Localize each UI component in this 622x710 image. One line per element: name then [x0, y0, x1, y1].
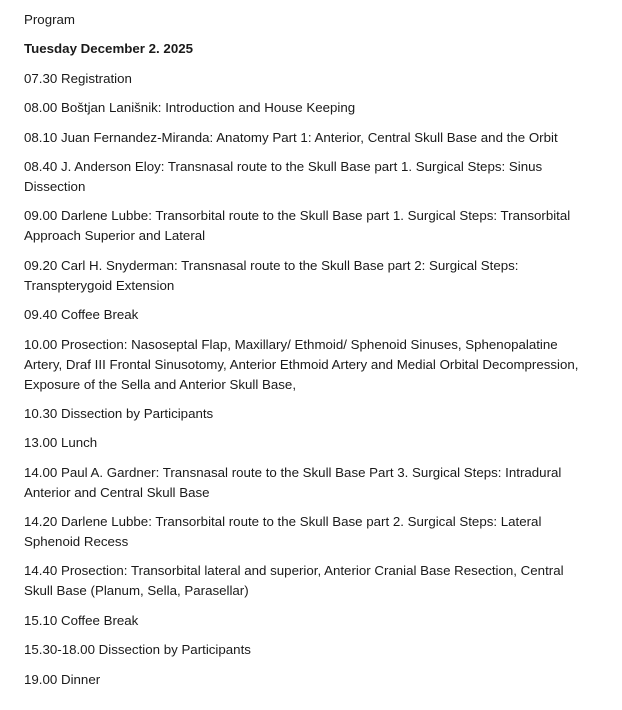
- program-document: [24, 10, 594, 699]
- program-date: Tuesday December 2. 2025: [24, 41, 194, 57]
- schedule-item: 15.10 Coffee Break: [24, 612, 139, 628]
- schedule-item: 08.40 J. Anderson Eloy: Transnasal route to the Skull Base part 1. Surgical Steps: Sinus Dissection: [24, 158, 543, 194]
- schedule-item: 09.00 Darlene Lubbe: Transorbital route to the Skull Base part 1. Surgical Steps: Transorbital Approach Superior and Lateral: [24, 208, 571, 244]
- schedule-item: 14.00 Paul A. Gardner: Transnasal route to the Skull Base Part 3. Surgical Steps: Intradural Anterior and Central Skull Base: [24, 464, 562, 500]
- schedule-item: 08.00 Boštjan Lanišnik: Introduction and House Keeping: [24, 100, 356, 116]
- schedule-item: 14.20 Darlene Lubbe: Transorbital route to the Skull Base part 2. Surgical Steps: Lateral Sphenoid Recess: [24, 514, 542, 550]
- schedule-item: 13.00 Lunch: [24, 435, 98, 451]
- schedule-item: 10.30 Dissection by Participants: [24, 405, 214, 421]
- schedule-item: 07.30 Registration: [24, 70, 132, 86]
- schedule-item: 15.30-18.00 Dissection by Participants: [24, 642, 251, 658]
- program-header: Program: [24, 12, 75, 27]
- schedule-item: 14.40 Prosection: Transorbital lateral and superior, Anterior Cranial Base Resection, Central Skull Base (Planum, Sella, Parasellar): [24, 563, 564, 599]
- schedule-item: 09.20 Carl H. Snyderman: Transnasal route to the Skull Base part 2: Surgical Steps: Transpterygoid Extension: [24, 257, 519, 293]
- schedule-item: 10.00 Prosection: Nasoseptal Flap, Maxillary/ Ethmoid/ Sphenoid Sinuses, Sphenopalatine Artery, Draf III Frontal Sinusotomy, Anterior Ethmoid Artery and Medial Orbital Decompression, Exposure of the Sella and Anterior Skull Base,: [24, 336, 579, 392]
- schedule-item: 19.00 Dinner: [24, 671, 101, 687]
- schedule-item: 09.40 Coffee Break: [24, 307, 139, 323]
- schedule-item: 08.10 Juan Fernandez-Miranda: Anatomy Part 1: Anterior, Central Skull Base and the Orbit: [24, 129, 558, 145]
